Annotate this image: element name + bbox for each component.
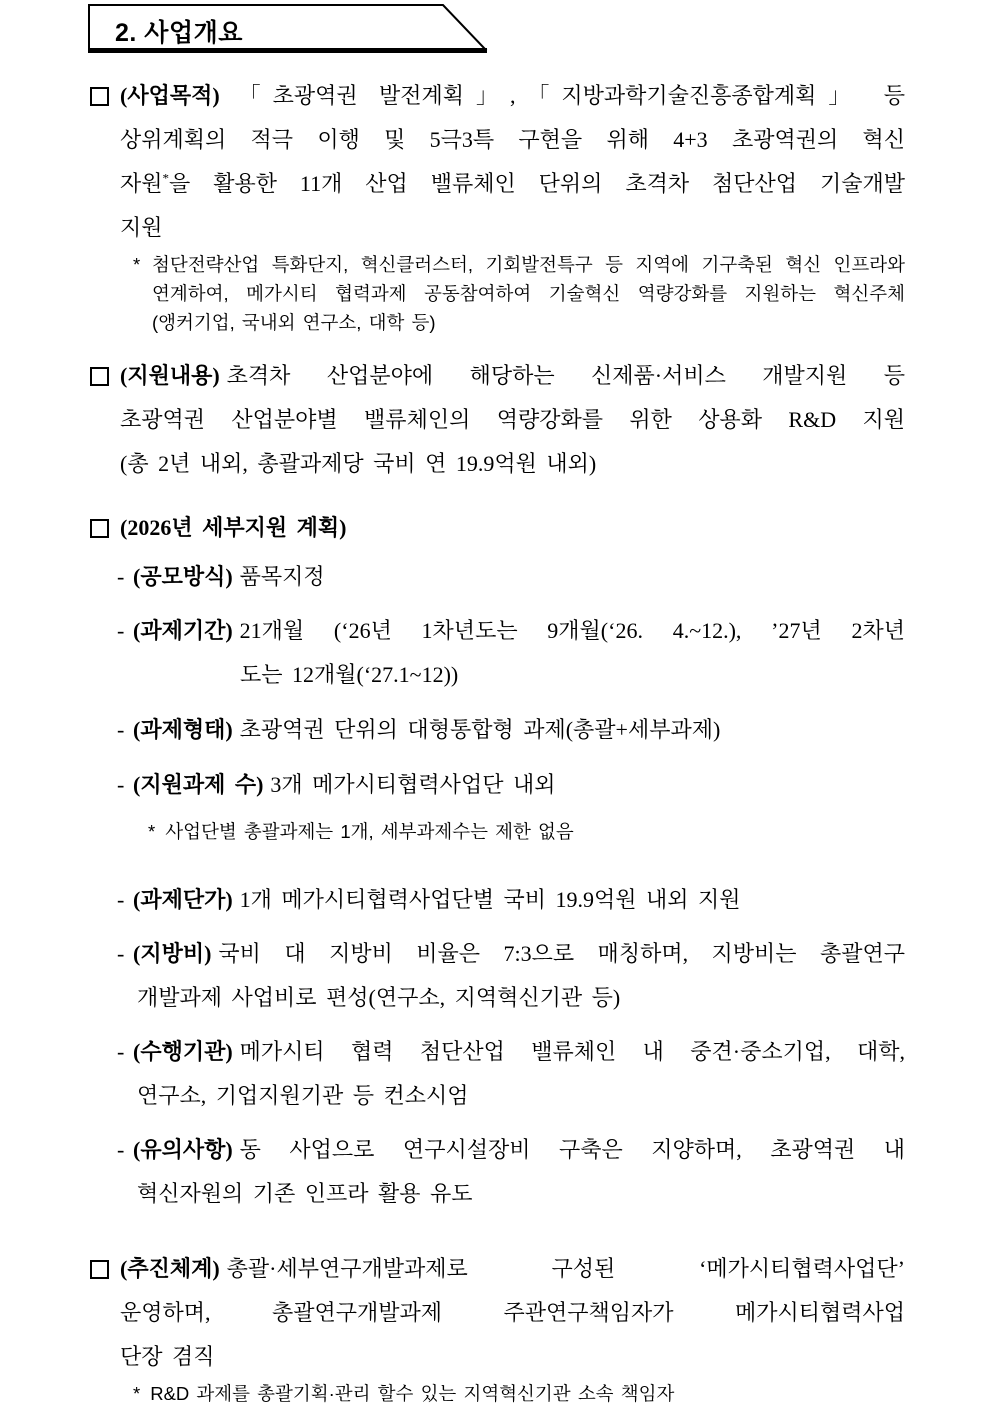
- count-footnote-text: 사업단별 총괄과제는 1개, 세부과제수는 제한 없음: [165, 821, 574, 842]
- purpose-line-1-text: 「초광역권 발전계획」,「지방과학기술진흥종합계획」 등: [226, 83, 905, 108]
- section-purpose: [90, 74, 905, 250]
- item-method: [90, 555, 905, 599]
- item-local-line-2: 개발과제 사업비로 편성(연구소, 지역혁신기관 등): [137, 985, 621, 1010]
- asterisk-icon: *: [133, 1383, 141, 1403]
- item-caution-label: (유의사항): [133, 1137, 233, 1162]
- item-agency-line-2: 연구소, 기업지원기관 등 컨소시엄: [137, 1083, 469, 1108]
- support-label: (지원내용): [120, 363, 220, 388]
- system-line-2: 운영하며, 총괄연구개발과제 주관연구책임자가 메가시티협력사업: [120, 1300, 905, 1325]
- item-price: [90, 878, 905, 922]
- dash-bullet-icon: -: [117, 887, 125, 912]
- asterisk-icon: *: [133, 254, 141, 275]
- system-footnote-text: R&D 과제를 총괄기획·관리 할수 있는 지역혁신기관 소속 책임자: [150, 1383, 675, 1403]
- dash-bullet-icon: -: [117, 772, 125, 797]
- item-agency-label: (수행기관): [133, 1039, 233, 1064]
- purpose-line-2: 상위계획의 적극 이행 및 5극3특 구현을 위해 4+3 초광역권의 혁신: [120, 127, 905, 152]
- item-count-label: (지원과제 수): [133, 772, 264, 797]
- footnote-asterisk-icon: *: [162, 170, 170, 186]
- item-agency: [90, 1030, 905, 1118]
- item-count-line-1: (지원과제 수) 3개 메가시티협력사업단 내외: [133, 772, 556, 797]
- purpose-footnote-line-2: 연계하여, 메가시티 협력과제 공동참여하여 기술혁신 역량강화를 지원하는 혁신주체: [152, 283, 905, 304]
- section-support: [90, 354, 905, 486]
- item-price-label: (과제단가): [133, 887, 233, 912]
- system-footnote: [133, 1379, 905, 1403]
- dash-bullet-icon: -: [117, 618, 125, 643]
- square-bullet-icon: [90, 1260, 109, 1279]
- dash-bullet-icon: -: [117, 941, 125, 966]
- support-line-3: (총 2년 내외, 총괄과제당 국비 연 19.9억원 내외): [120, 451, 597, 476]
- count-footnote: [148, 817, 905, 846]
- purpose-footnote-line-1: 첨단전략산업 특화단지, 혁신클러스터, 기회발전특구 등 지역에 기구축된 혁신 인프라와: [152, 254, 905, 275]
- item-local-budget: [90, 932, 905, 1020]
- purpose-line-4: 지원: [120, 215, 163, 240]
- plan-2026-heading: [120, 506, 905, 550]
- item-count: [90, 763, 905, 807]
- support-line-1: [120, 354, 905, 398]
- item-method-line-1: (공모방식) 품목지정: [133, 564, 325, 589]
- item-period-line-2: 도는 12개월(‘27.1~12)): [240, 662, 459, 687]
- dash-bullet-icon: -: [117, 1039, 125, 1064]
- plan-2026-label: (2026년 세부지원 계획): [120, 515, 347, 540]
- square-bullet-icon: [90, 367, 109, 386]
- square-bullet-icon: [90, 519, 109, 538]
- item-price-line-1: (과제단가) 1개 메가시티협력사업단별 국비 19.9억원 내외 지원: [133, 887, 741, 912]
- section-system: [90, 1247, 905, 1379]
- item-method-label: (공모방식): [133, 564, 233, 589]
- item-local-label: (지방비): [133, 941, 212, 966]
- dash-bullet-icon: -: [117, 564, 125, 589]
- square-bullet-icon: [90, 87, 109, 106]
- support-line-1-text: 초격차 산업분야에 해당하는 신제품·서비스 개발지원 등: [226, 363, 905, 388]
- purpose-line-1: [120, 74, 905, 118]
- section-header-banner: [88, 4, 498, 57]
- item-period: [90, 609, 905, 697]
- dash-bullet-icon: -: [117, 717, 125, 742]
- item-caution: [90, 1128, 905, 1216]
- purpose-line-3: 자원*을 활용한 11개 산업 밸류체인 단위의 초격차 첨단산업 기술개발: [120, 170, 905, 196]
- item-local-line-1: (지방비) 국비 대 지방비 비율은 7:3으로 매칭하며, 지방비는 총괄연구: [133, 941, 905, 966]
- item-period-label: (과제기간): [133, 618, 233, 643]
- system-label: (추진체계): [120, 1256, 220, 1281]
- system-line-1: (추진체계) 총괄·세부연구개발과제로 구성된 ‘메가시티협력사업단’: [120, 1256, 905, 1281]
- document-content: [90, 74, 905, 1403]
- item-period-line-1: (과제기간) 21개월 (‘26년 1차년도는 9개월(‘26. 4.~12.), ’27년 2차년: [133, 618, 905, 643]
- item-type: [90, 708, 905, 752]
- purpose-footnote: [133, 250, 905, 337]
- system-line-3: 단장 겸직: [120, 1344, 215, 1369]
- page-title: 2. 사업개요: [115, 19, 243, 47]
- item-type-label: (과제형태): [133, 717, 233, 742]
- item-agency-line-1: (수행기관) 메가시티 협력 첨단산업 밸류체인 내 중견·중소기업, 대학,: [133, 1039, 905, 1064]
- purpose-label: (사업목적): [120, 83, 220, 108]
- item-type-line-1: (과제형태) 초광역권 단위의 대형통합형 과제(총괄+세부과제): [133, 717, 721, 742]
- support-line-2: 초광역권 산업분야별 밸류체인의 역량강화를 위한 상용화 R&D 지원: [120, 407, 905, 432]
- section-plan-2026: [90, 506, 905, 550]
- purpose-footnote-line-3: (앵커기업, 국내외 연구소, 대학 등): [152, 312, 436, 333]
- dash-bullet-icon: -: [117, 1137, 125, 1162]
- item-caution-line-1: (유의사항) 동 사업으로 연구시설장비 구축은 지양하며, 초광역권 내: [133, 1137, 905, 1162]
- asterisk-icon: *: [148, 821, 156, 842]
- item-caution-line-2: 혁신자원의 기존 인프라 활용 유도: [137, 1181, 473, 1206]
